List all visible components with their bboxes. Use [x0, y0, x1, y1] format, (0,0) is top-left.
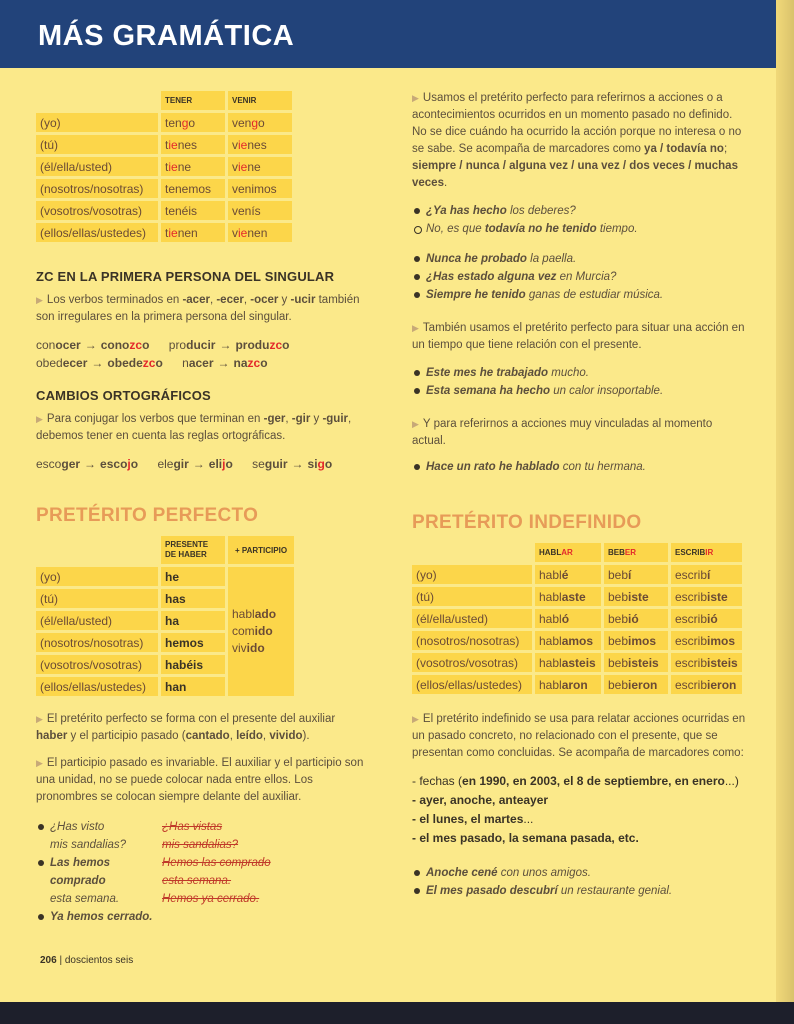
wrong-example: mis sandalias?: [162, 839, 239, 851]
table-row: [36, 113, 292, 132]
example-item: Este mes he trabajado mucho.: [412, 364, 746, 382]
person-label: (yo): [36, 567, 158, 586]
zc-example: obedecer → obedezco: [36, 356, 163, 370]
haber-cell: has: [161, 589, 225, 608]
perfecto-table: [33, 533, 297, 699]
perfecto-examples: [36, 818, 366, 923]
header-beber: BEBER: [604, 543, 668, 562]
participio-example: hablado: [232, 607, 277, 621]
person-label: (vosotros/vosotras): [36, 655, 158, 674]
indefinido-table: [409, 540, 745, 697]
triangle-icon: ▶: [412, 714, 419, 724]
uso-perfecto-text-3: ▶ Y para referirnos a acciones muy vinculadas al momento actual.: [412, 418, 713, 447]
table-row: [36, 223, 292, 242]
wrong-example: ¿Has vistas: [162, 821, 223, 833]
cambios-text: ▶ Para conjugar los verbos que terminan en -ger, -gir y -guir, debemos tener en cuenta las reglas ortográficas.: [36, 413, 352, 442]
page-number-words: doscientos seis: [64, 955, 134, 966]
marker-line: - el mes pasado, la semana pasada, etc.: [412, 831, 639, 845]
marker-line: - fechas (en 1990, en 2003, el 8 de septiembre, en enero...): [412, 774, 739, 788]
zc-example: nacer → nazco: [182, 356, 268, 370]
conjugation-cell: viene: [228, 157, 292, 176]
tener-venir-table: [33, 88, 295, 245]
perfecto-examples-list-4: [412, 458, 746, 476]
zc-example: conocer → conozco: [36, 338, 150, 352]
conjugation-cell: venís: [228, 201, 292, 220]
person-label: (ellos/ellas/ustedes): [36, 677, 158, 696]
conjugation-cell: bebisteis: [604, 653, 668, 672]
participio-example: vivido: [232, 641, 265, 655]
triangle-icon: ▶: [36, 758, 43, 768]
table-row: [36, 179, 292, 198]
example-item: No, es que todavía no he tenido tiempo.: [412, 220, 746, 238]
haber-cell: habéis: [161, 655, 225, 674]
perfecto-examples-list-1: [412, 202, 746, 238]
indefinido-heading: PRETÉRITO INDEFINIDO: [412, 512, 642, 533]
conjugation-cell: hablaron: [535, 675, 601, 694]
conjugation-cell: habló: [535, 609, 601, 628]
header-hablar: HABLAR: [535, 543, 601, 562]
header-bar: [0, 0, 794, 68]
page-footer: 206 | doscientos seis: [40, 955, 134, 966]
page-edge-shadow: [776, 0, 794, 1024]
person-label: (nosotros/nosotras): [412, 631, 532, 650]
conjugation-cell: bebí: [604, 565, 668, 584]
left-column: [36, 88, 366, 923]
cambios-example: escoger → escojo: [36, 457, 139, 471]
cambios-examples: [36, 457, 366, 471]
example-item: Anoche cené con unos amigos.: [412, 864, 746, 882]
bottom-bar: [0, 1002, 794, 1024]
perfecto-heading: PRETÉRITO PERFECTO: [36, 505, 259, 526]
haber-cell: he: [161, 567, 225, 586]
zc-example: producir → produzco: [168, 338, 290, 352]
cambios-example: seguir → sigo: [252, 457, 333, 471]
person-label: (vosotros/vosotras): [36, 201, 158, 220]
header-escribir: ESCRIBIR: [671, 543, 742, 562]
person-label: (ellos/ellas/ustedes): [412, 675, 532, 694]
example-item: Nunca he probado la paella.: [412, 250, 746, 268]
example-item: ¿Ya has hecho los deberes?: [412, 202, 746, 220]
header-tener: TENER: [161, 91, 225, 110]
uso-perfecto-text-1: ▶ Usamos el pretérito perfecto para referirnos a acciones o a acontecimientos ocurridos en un momento pasado no definido. No se dice cuándo ha ocurrido la acción porque no interesa o no se sabe. Se acompaña de marcadores como ya / todavía no; siempre / nunca / alguna vez / una vez / dos veces / muchas veces.: [412, 92, 742, 189]
person-label: (yo): [412, 565, 532, 584]
triangle-icon: ▶: [412, 93, 419, 103]
zc-examples-row-2: [36, 356, 366, 370]
indefinido-examples: [412, 864, 746, 900]
table-row: [36, 157, 292, 176]
conjugation-cell: vienes: [228, 135, 292, 154]
conjugation-cell: bebimos: [604, 631, 668, 650]
correct-example: Las hemos comprado esta semana.: [36, 854, 156, 908]
table-row: [412, 565, 742, 584]
page-title: MÁS GRAMÁTICA: [38, 20, 295, 52]
person-label: (vosotros/vosotras): [412, 653, 532, 672]
example-item: Esta semana ha hecho un calor insoportable.: [412, 382, 746, 400]
participio-cell: [228, 567, 294, 696]
person-label: (él/ella/usted): [412, 609, 532, 628]
wrong-examples: [162, 818, 271, 908]
conjugation-cell: tengo: [161, 113, 225, 132]
indefinido-markers: [412, 772, 746, 848]
cambios-example: elegir → elijo: [157, 457, 233, 471]
perfecto-examples-list-3: [412, 364, 746, 400]
perfecto-text-2: ▶ El participio pasado es invariable. El auxiliar y el participio son una unidad, no se puede colocar nada entre ellos. Los pronombres se colocan siempre delante del auxiliar.: [36, 757, 364, 803]
conjugation-cell: hablamos: [535, 631, 601, 650]
conjugation-cell: hablaste: [535, 587, 601, 606]
triangle-icon: ▶: [412, 323, 419, 333]
table-row: [412, 675, 742, 694]
cambios-heading: CAMBIOS ORTOGRÁFICOS: [36, 388, 211, 403]
conjugation-cell: vienen: [228, 223, 292, 242]
conjugation-cell: escribimos: [671, 631, 742, 650]
marker-line: - el lunes, el martes...: [412, 812, 534, 826]
person-label: (tú): [36, 589, 158, 608]
perfecto-text-1: ▶ El pretérito perfecto se forma con el presente del auxiliar haber y el participio pasado (cantado, leído, vivido).: [36, 713, 336, 742]
person-label: (él/ella/usted): [36, 611, 158, 630]
table-row: [412, 631, 742, 650]
right-column: [412, 88, 746, 900]
correct-examples: [36, 818, 156, 926]
conjugation-cell: escribisteis: [671, 653, 742, 672]
zc-examples-row-1: [36, 338, 366, 352]
conjugation-cell: vengo: [228, 113, 292, 132]
conjugation-cell: bebiste: [604, 587, 668, 606]
table-row: [412, 587, 742, 606]
person-label: (tú): [412, 587, 532, 606]
conjugation-cell: tienes: [161, 135, 225, 154]
person-label: (nosotros/nosotras): [36, 633, 158, 652]
header-presente-haber: PRESENTE DE HABER: [161, 536, 225, 564]
conjugation-cell: tienen: [161, 223, 225, 242]
conjugation-cell: hablé: [535, 565, 601, 584]
perfecto-examples-list-2: [412, 250, 746, 304]
table-row: [36, 135, 292, 154]
triangle-icon: ▶: [36, 295, 43, 305]
header-venir: VENIR: [228, 91, 292, 110]
conjugation-cell: escribí: [671, 565, 742, 584]
conjugation-cell: tenéis: [161, 201, 225, 220]
person-label: (ellos/ellas/ustedes): [36, 223, 158, 242]
person-label: (yo): [36, 113, 158, 132]
example-item: Siempre he tenido ganas de estudiar música.: [412, 286, 746, 304]
triangle-icon: ▶: [36, 414, 43, 424]
person-label: (nosotros/nosotras): [36, 179, 158, 198]
table-row: [412, 609, 742, 628]
zc-heading: ZC EN LA PRIMERA PERSONA DEL SINGULAR: [36, 269, 335, 284]
conjugation-cell: escribiste: [671, 587, 742, 606]
haber-cell: hemos: [161, 633, 225, 652]
correct-example: Ya hemos cerrado.: [36, 908, 156, 926]
example-item: ¿Has estado alguna vez en Murcia?: [412, 268, 746, 286]
conjugation-cell: bebieron: [604, 675, 668, 694]
conjugation-cell: tiene: [161, 157, 225, 176]
correct-example: ¿Has visto mis sandalias?: [36, 818, 156, 854]
wrong-example: esta semana.: [162, 875, 232, 887]
participio-example: comido: [232, 624, 273, 638]
wrong-example: Hemos las comprado: [162, 857, 271, 869]
conjugation-cell: venimos: [228, 179, 292, 198]
example-item: Hace un rato he hablado con tu hermana.: [412, 458, 746, 476]
table-row: [412, 653, 742, 672]
wrong-example: Hemos ya cerrado.: [162, 893, 260, 905]
haber-cell: ha: [161, 611, 225, 630]
table-row: [36, 567, 294, 586]
conjugation-cell: hablasteis: [535, 653, 601, 672]
person-label: (él/ella/usted): [36, 157, 158, 176]
example-item: El mes pasado descubrí un restaurante genial.: [412, 882, 746, 900]
table-row: [36, 201, 292, 220]
conjugation-cell: bebió: [604, 609, 668, 628]
zc-text: ▶ Los verbos terminados en -acer, -ecer, -ocer y -ucir también son irregulares en la primera persona del singular.: [36, 294, 360, 323]
person-label: (tú): [36, 135, 158, 154]
indefinido-text: ▶ El pretérito indefinido se usa para relatar acciones ocurridas en un pasado concreto, no relacionado con el presente, que se presentan como concluidas. Se acompaña de marcadores como:: [412, 713, 746, 759]
marker-line: - ayer, anoche, anteayer: [412, 793, 549, 807]
triangle-icon: ▶: [412, 419, 419, 429]
conjugation-cell: tenemos: [161, 179, 225, 198]
conjugation-cell: escribió: [671, 609, 742, 628]
uso-perfecto-text-2: ▶ También usamos el pretérito perfecto para situar una acción en un tiempo que tiene relación con el presente.: [412, 322, 745, 351]
page-number: 206: [40, 955, 57, 966]
header-participio: + PARTICIPIO: [228, 536, 294, 564]
haber-cell: han: [161, 677, 225, 696]
triangle-icon: ▶: [36, 714, 43, 724]
conjugation-cell: escribieron: [671, 675, 742, 694]
